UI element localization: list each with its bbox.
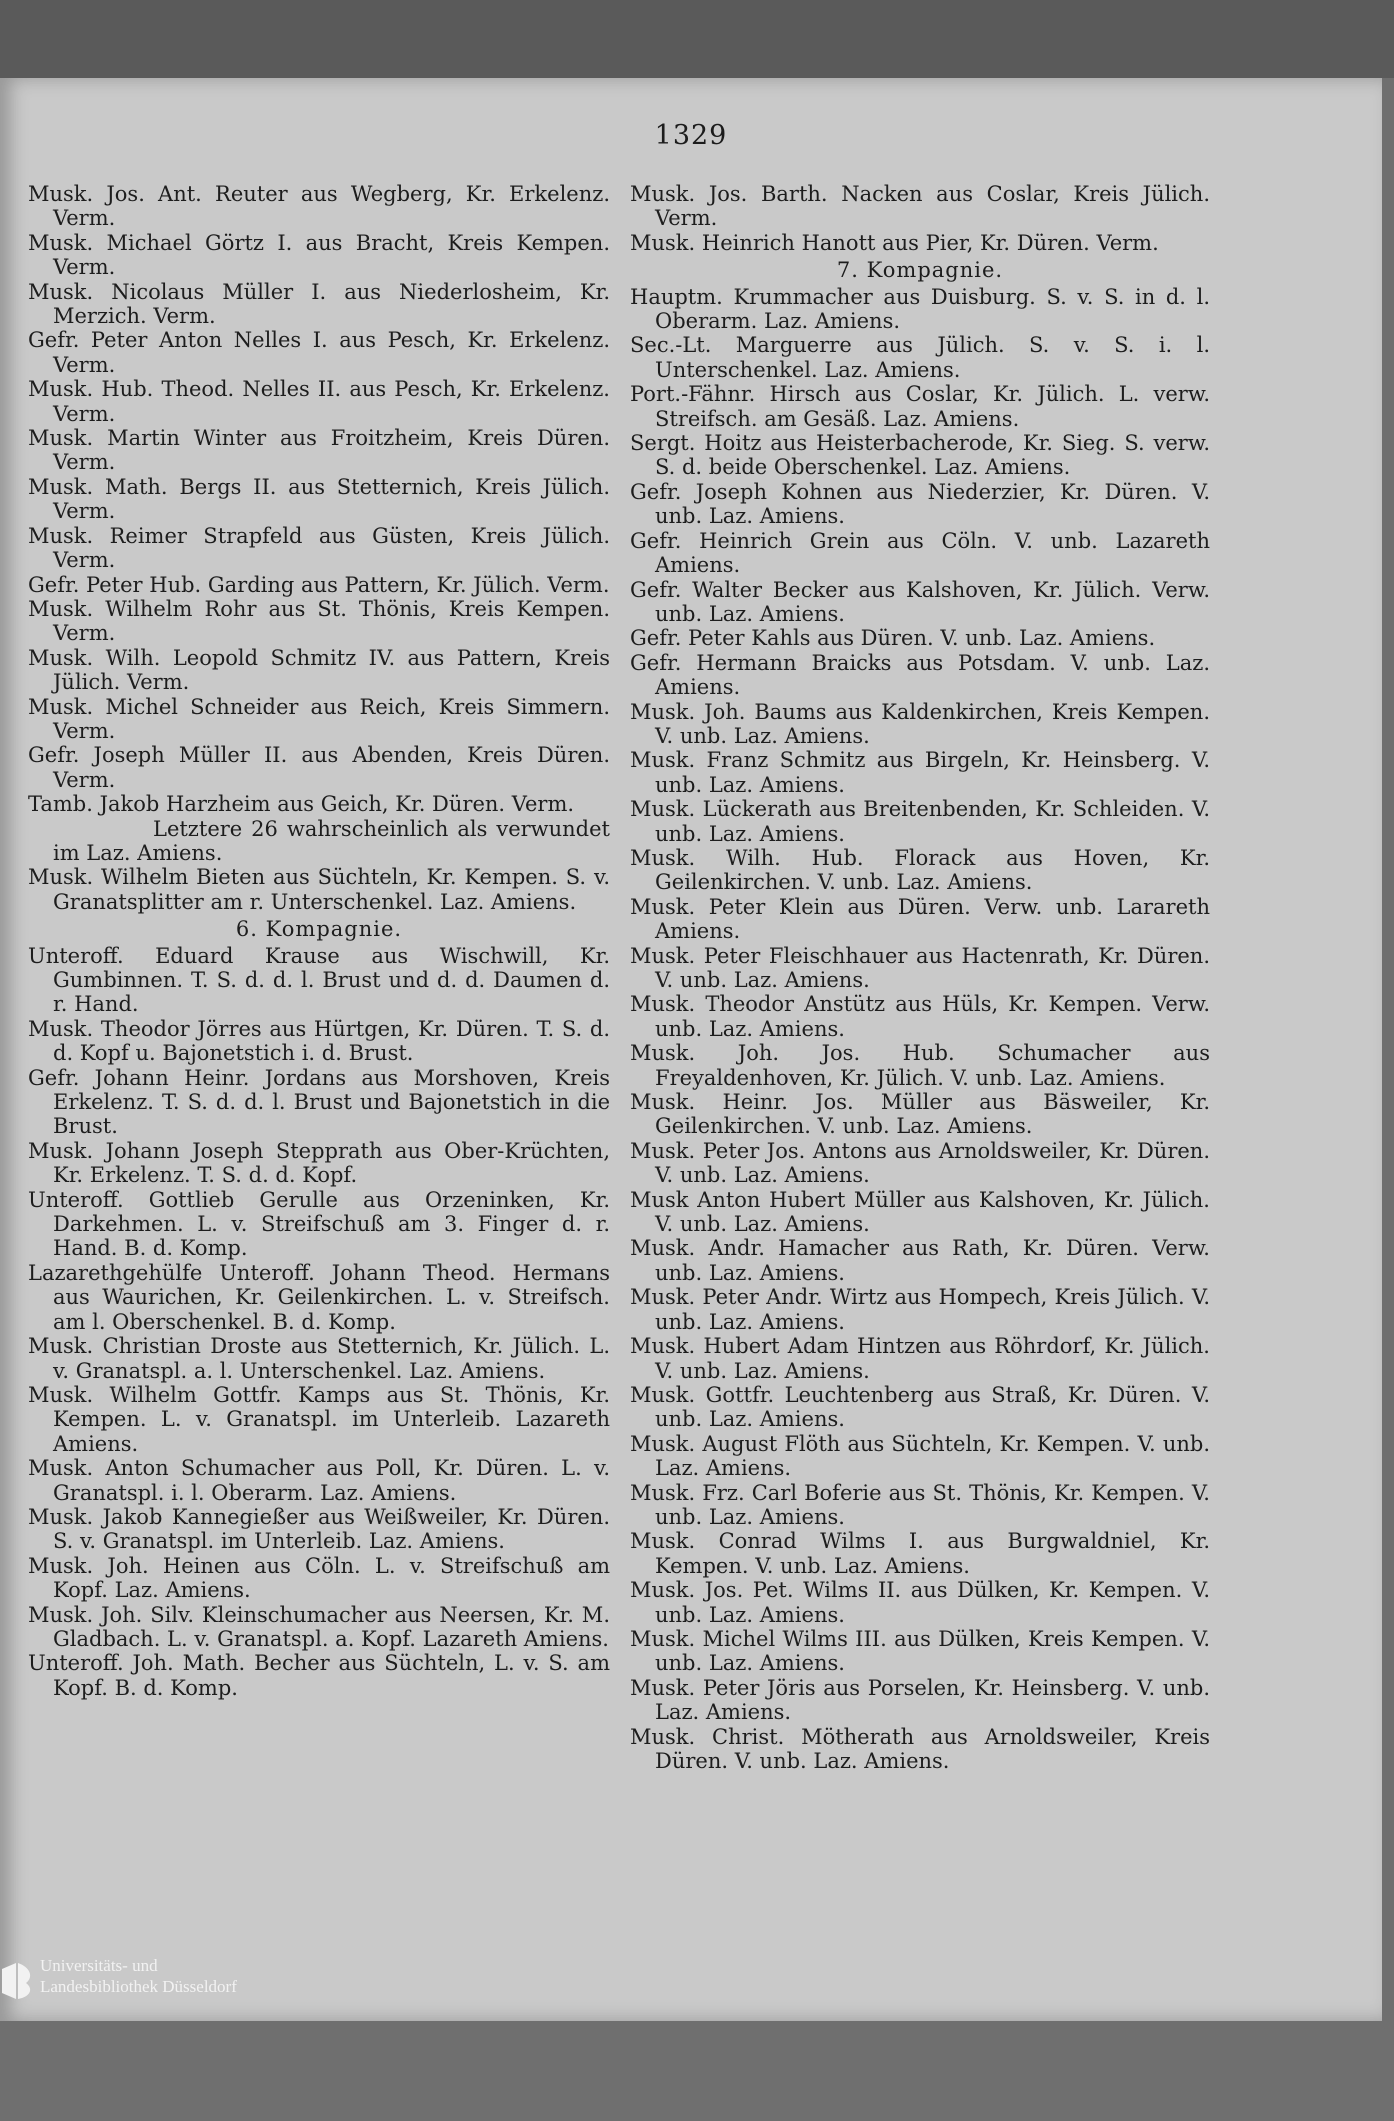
casualty-entry: Musk. Jos. Pet. Wilms II. aus Dülken, Kr. Kempen. V. unb. Laz. Amiens. (630, 1578, 1210, 1627)
casualty-entry: Musk. Conrad Wilms I. aus Burgwaldniel, Kr. Kempen. V. unb. Laz. Amiens. (630, 1529, 1210, 1578)
ulb-logo-icon (0, 1961, 34, 2001)
page-number: 1329 (654, 120, 728, 151)
casualty-entry: Musk. Michel Schneider aus Reich, Kreis Simmern. Verm. (28, 694, 610, 743)
casualty-entry: Gefr. Peter Anton Nelles I. aus Pesch, Kr. Erkelenz. Verm. (28, 328, 610, 377)
casualty-entry: Musk. Wilh. Leopold Schmitz IV. aus Pattern, Kreis Jülich. Verm. (28, 645, 610, 695)
footer-text (40, 1955, 237, 1997)
casualty-entry: Musk. Anton Schumacher aus Poll, Kr. Düren. L. v. Granatspl. i. l. Oberarm. Laz. Amiens. (28, 1456, 610, 1505)
section-heading: 7. Kompagnie. (836, 258, 1004, 283)
casualty-entry: Gefr. Peter Kahls aus Düren. V. unb. Laz. Amiens. (630, 626, 1156, 651)
casualty-entry: Musk. Hub. Theod. Nelles II. aus Pesch, Kr. Erkelenz. Verm. (28, 377, 610, 426)
casualty-entry: Musk. Math. Bergs II. aus Stetternich, Kreis Jülich. Verm. (28, 474, 610, 524)
casualty-entry: Musk. Johann Joseph Stepprath aus Ober-Krüchten, Kr. Erkelenz. T. S. d. d. Kopf. (28, 1138, 610, 1188)
casualty-entry: Sergt. Hoitz aus Heisterbacherode, Kr. Sieg. S. verw. S. d. beide Oberschenkel. Laz. Amiens. (630, 431, 1210, 480)
casualty-entry: Musk. Reimer Strapfeld aus Güsten, Kreis Jülich. Verm. (28, 523, 610, 573)
casualty-entry: Musk. Martin Winter aus Froitzheim, Kreis Düren. Verm. (28, 426, 610, 475)
casualty-entry: Musk. Frz. Carl Boferie aus St. Thönis, Kr. Kempen. V. unb. Laz. Amiens. (630, 1480, 1210, 1529)
casualty-entry: Musk. Joh. Jos. Hub. Schumacher aus Freyaldenhoven, Kr. Jülich. V. unb. Laz. Amiens. (630, 1041, 1210, 1090)
casualty-entry: Musk. Hubert Adam Hintzen aus Röhrdorf, Kr. Jülich. V. unb. Laz. Amiens. (630, 1334, 1210, 1383)
casualty-entry: Musk. Lückerath aus Breitenbenden, Kr. Schleiden. V. unb. Laz. Amiens. (630, 797, 1210, 846)
casualty-entry: Musk. Michael Görtz I. aus Bracht, Kreis Kempen. Verm. (28, 230, 610, 280)
casualty-entry: Musk. Wilhelm Gottfr. Kamps aus St. Thönis, Kr. Kempen. L. v. Granatspl. im Unterleib. Lazareth Amiens. (28, 1382, 610, 1456)
left-column (28, 182, 610, 1700)
casualty-entry: Musk. August Flöth aus Süchteln, Kr. Kempen. V. unb. Laz. Amiens. (630, 1431, 1210, 1481)
casualty-entry: Unteroff. Eduard Krause aus Wischwill, Kr. Gumbinnen. T. S. d. d. l. Brust und d. d. Daumen d. r. Hand. (28, 943, 610, 1017)
casualty-entry: Musk. Andr. Hamacher aus Rath, Kr. Düren. Verw. unb. Laz. Amiens. (630, 1236, 1210, 1285)
note-paragraph: Letztere 26 wahrscheinlich als verwundet im Laz. Amiens. (53, 816, 610, 865)
casualty-entry: Musk. Joh. Baums aus Kaldenkirchen, Kreis Kempen. V. unb. Laz. Amiens. (630, 699, 1210, 748)
casualty-entry: Musk. Wilhelm Rohr aus St. Thönis, Kreis Kempen. Verm. (28, 596, 610, 646)
casualty-entry: Sec.-Lt. Marguerre aus Jülich. S. v. S. i. l. Unterschenkel. Laz. Amiens. (630, 333, 1210, 382)
casualty-entry: Gefr. Heinrich Grein aus Cöln. V. unb. Lazareth Amiens. (630, 528, 1210, 578)
casualty-entry: Gefr. Peter Hub. Garding aus Pattern, Kr. Jülich. Verm. (28, 572, 610, 597)
casualty-entry: Musk Anton Hubert Müller aus Kalshoven, Kr. Jülich. V. unb. Laz. Amiens. (630, 1187, 1210, 1237)
casualty-entry: Unteroff. Gottlieb Gerulle aus Orzeninken, Kr. Darkehmen. L. v. Streifschuß am 3. Finger d. r. Hand. B. d. Komp. (28, 1187, 610, 1261)
casualty-entry: Musk. Theodor Anstütz aus Hüls, Kr. Kempen. Verw. unb. Laz. Amiens. (630, 992, 1210, 1041)
casualty-entry: Musk. Nicolaus Müller I. aus Niederlosheim, Kr. Merzich. Verm. (28, 279, 610, 329)
casualty-entry: Musk. Wilhelm Bieten aus Süchteln, Kr. Kempen. S. v. Granatsplitter am r. Unterschenkel. Laz. Amiens. (28, 865, 610, 914)
casualty-entry: Gefr. Joseph Müller II. aus Abenden, Kreis Düren. Verm. (28, 743, 610, 792)
library-footer (0, 1955, 400, 2025)
casualty-entry: Gefr. Hermann Braicks aus Potsdam. V. unb. Laz. Amiens. (630, 650, 1210, 700)
casualty-entry: Musk. Peter Fleischhauer aus Hactenrath, Kr. Düren. V. unb. Laz. Amiens. (630, 943, 1210, 992)
scan-background (0, 0, 1394, 78)
casualty-entry: Musk. Peter Andr. Wirtz aus Hompech, Kreis Jülich. V. unb. Laz. Amiens. (630, 1285, 1210, 1334)
casualty-entry: Hauptm. Krummacher aus Duisburg. S. v. S. in d. l. Oberarm. Laz. Amiens. (630, 284, 1210, 334)
casualty-entry: Musk. Wilh. Hub. Florack aus Hoven, Kr. Geilenkirchen. V. unb. Laz. Amiens. (630, 845, 1210, 895)
casualty-entry: Musk. Heinr. Jos. Müller aus Bäsweiler, Kr. Geilenkirchen. V. unb. Laz. Amiens. (630, 1090, 1210, 1139)
casualty-entry: Tamb. Jakob Harzheim aus Geich, Kr. Düren. Verm. (28, 792, 575, 817)
casualty-entry: Musk. Christ. Mötherath aus Arnoldsweiler, Kreis Düren. V. unb. Laz. Amiens. (630, 1724, 1210, 1773)
casualty-entry: Musk. Jos. Ant. Reuter aus Wegberg, Kr. Erkelenz. Verm. (28, 182, 610, 231)
casualty-entry: Lazarethgehülfe Unteroff. Johann Theod. Hermans aus Waurichen, Kr. Geilenkirchen. L. v. Streifsch. am l. Oberschenkel. B. d. Komp. (28, 1260, 610, 1334)
casualty-entry: Musk. Christian Droste aus Stetternich, Kr. Jülich. L. v. Granatspl. a. l. Unterschenkel. Laz. Amiens. (28, 1334, 610, 1383)
casualty-entry: Musk. Heinrich Hanott aus Pier, Kr. Düren. Verm. (630, 230, 1159, 255)
casualty-entry: Musk. Franz Schmitz aus Birgeln, Kr. Heinsberg. V. unb. Laz. Amiens. (630, 748, 1210, 797)
casualty-entry: Port.-Fähnr. Hirsch aus Coslar, Kr. Jülich. L. verw. Streifsch. am Gesäß. Laz. Amiens. (630, 382, 1210, 431)
casualty-entry: Musk. Joh. Silv. Kleinschumacher aus Neersen, Kr. M. Gladbach. L. v. Granatspl. a. Kopf. Lazareth Amiens. (28, 1602, 610, 1651)
footer-line-2: Landesbibliothek Düsseldorf (40, 1977, 237, 1996)
casualty-entry: Musk. Theodor Jörres aus Hürtgen, Kr. Düren. T. S. d. d. Kopf u. Bajonetstich i. d. Brust. (28, 1016, 610, 1066)
casualty-entry: Musk. Peter Jos. Antons aus Arnoldsweiler, Kr. Düren. V. unb. Laz. Amiens. (630, 1138, 1210, 1188)
casualty-entry: Musk. Peter Jöris aus Porselen, Kr. Heinsberg. V. unb. Laz. Amiens. (630, 1675, 1210, 1725)
casualty-entry: Musk. Gottfr. Leuchtenberg aus Straß, Kr. Düren. V. unb. Laz. Amiens. (630, 1382, 1210, 1432)
casualty-entry: Gefr. Walter Becker aus Kalshoven, Kr. Jülich. Verw. unb. Laz. Amiens. (630, 577, 1210, 626)
casualty-entry: Gefr. Johann Heinr. Jordans aus Morshoven, Kreis Erkelenz. T. S. d. d. l. Brust und Bajonetstich in die Brust. (28, 1065, 610, 1139)
casualty-entry: Musk. Peter Klein aus Düren. Verw. unb. Larareth Amiens. (630, 894, 1210, 944)
casualty-entry: Gefr. Joseph Kohnen aus Niederzier, Kr. Düren. V. unb. Laz. Amiens. (630, 479, 1210, 529)
casualty-entry: Musk. Jos. Barth. Nacken aus Coslar, Kreis Jülich. Verm. (630, 182, 1210, 231)
right-column (630, 182, 1210, 1773)
casualty-entry: Musk. Jakob Kannegießer aus Weißweiler, Kr. Düren. S. v. Granatspl. im Unterleib. Laz. Amiens. (28, 1504, 610, 1554)
casualty-entry: Unteroff. Joh. Math. Becher aus Süchteln, L. v. S. am Kopf. B. d. Komp. (28, 1651, 610, 1700)
document-page (0, 78, 1382, 2021)
section-heading: 6. Kompagnie. (235, 917, 403, 942)
casualty-entry: Musk. Michel Wilms III. aus Dülken, Kreis Kempen. V. unb. Laz. Amiens. (630, 1626, 1210, 1676)
casualty-entry: Musk. Joh. Heinen aus Cöln. L. v. Streifschuß am Kopf. Laz. Amiens. (28, 1553, 610, 1603)
footer-line-1: Universitäts- und (40, 1956, 158, 1975)
